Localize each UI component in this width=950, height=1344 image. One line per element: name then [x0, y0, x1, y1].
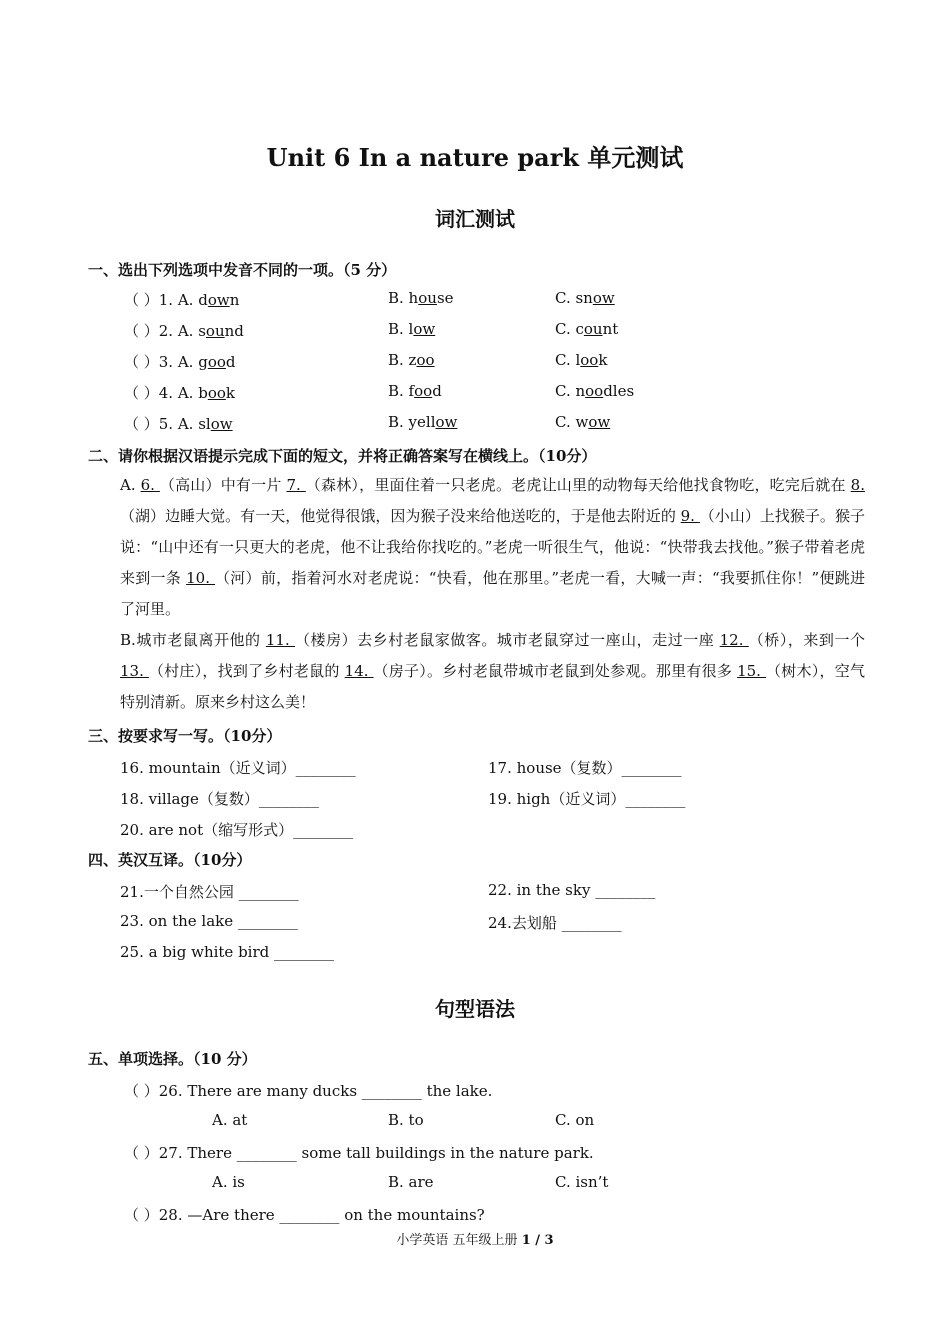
- underlined-letters: oo: [580, 351, 599, 369]
- underlined-letters: ou: [583, 320, 603, 338]
- passage-text: （桥），来到一个: [748, 631, 865, 649]
- question-27: （ ）27. There ________ some tall buildings in the nature park.: [124, 1144, 594, 1162]
- passage-text: （河）前，指着河水对老虎说：“快看，他在那里。”老虎一看，大喊一声：“我要抓住你！”便跳进了河里。: [120, 569, 865, 618]
- underlined-letters: ow: [588, 413, 611, 431]
- option-text: （ ）5. A.: [124, 415, 199, 433]
- section-5-heading: 五、单项选择。（10 分）: [88, 1050, 257, 1068]
- option-text: B. yell: [388, 413, 436, 431]
- section-3-heading: 三、按要求写一写。（10分）: [88, 727, 282, 745]
- option-text: B. z: [388, 351, 417, 369]
- underlined-letters: ou: [205, 322, 225, 340]
- vocab-heading: 词汇测试: [435, 207, 515, 231]
- item-1-option-b: [388, 289, 454, 307]
- item-4-option-a: [124, 382, 235, 403]
- blank-8[interactable]: 8.: [850, 476, 865, 494]
- underlined-letters: ow: [435, 413, 458, 431]
- blank-9[interactable]: 9.: [680, 507, 700, 525]
- underlined-letters: oo: [416, 351, 435, 369]
- item-2-option-b: [388, 320, 435, 338]
- page-footer: [0, 1229, 950, 1248]
- blank-12[interactable]: 12.: [719, 631, 749, 649]
- blank-14[interactable]: 14.: [344, 662, 374, 680]
- item-3-option-a: [124, 351, 236, 372]
- option-text: nd: [224, 322, 244, 340]
- blank-10[interactable]: 10.: [186, 569, 216, 587]
- item-3-option-b: [388, 351, 435, 369]
- question-26: （ ）26. There are many ducks ________ the lake.: [124, 1082, 493, 1100]
- blank-13[interactable]: 13.: [120, 662, 149, 680]
- option-text: C. w: [555, 413, 589, 431]
- question-22: 22. in the sky ________: [488, 881, 656, 899]
- option-text: n: [229, 291, 240, 309]
- page-title: Unit 6 In a nature park 单元测试: [266, 143, 684, 172]
- underlined-letters: ow: [210, 415, 233, 433]
- option-27a: A. is: [212, 1173, 245, 1191]
- item-2-option-c: [555, 320, 618, 338]
- underlined-letters: ow: [413, 320, 436, 338]
- question-16: 16. mountain（近义词）________: [120, 759, 356, 777]
- blank-7[interactable]: 7.: [286, 476, 306, 494]
- option-text: （ ）3. A.: [124, 353, 199, 371]
- passage-text: （森林），里面住着一只老虎。老虎让山里的动物每天给他找食物吃，吃完后就在: [305, 476, 851, 494]
- option-text: C. c: [555, 320, 584, 338]
- question-23: 23. on the lake ________: [120, 912, 298, 930]
- blank-11[interactable]: 11.: [265, 631, 296, 649]
- option-text: nt: [602, 320, 619, 338]
- option-26c: C. on: [555, 1111, 595, 1129]
- underlined-letters: oo: [207, 384, 226, 402]
- option-text: （ ）2. A.: [124, 322, 199, 340]
- option-27c: C. isn’t: [555, 1173, 609, 1191]
- option-text: B. h: [388, 289, 419, 307]
- option-text: d: [432, 382, 442, 400]
- option-text: （ ）1. A.: [124, 291, 199, 309]
- option-text: g: [198, 353, 208, 371]
- option-text: B. f: [388, 382, 415, 400]
- passage-text: （高山）中有一片: [159, 476, 287, 494]
- question-28: （ ）28. —Are there ________ on the mountains?: [124, 1206, 485, 1224]
- item-4-option-b: [388, 382, 442, 400]
- option-text: C. sn: [555, 289, 593, 307]
- question-21: 21.一个自然公园 ________: [120, 883, 299, 901]
- underlined-letters: ou: [418, 289, 437, 307]
- underlined-letters: oo: [207, 353, 226, 371]
- option-text: dles: [603, 382, 635, 400]
- section-1-heading: 一、选出下列选项中发音不同的一项。（5 分）: [88, 261, 397, 279]
- item-5-option-c: [555, 413, 610, 431]
- option-text: b: [198, 384, 208, 402]
- question-20: 20. are not（缩写形式）________: [120, 821, 354, 839]
- item-1-option-c: [555, 289, 615, 307]
- underlined-letters: ow: [207, 291, 230, 309]
- blank-6[interactable]: 6.: [140, 476, 160, 494]
- option-text: k: [225, 384, 235, 402]
- option-text: se: [436, 289, 454, 307]
- passage-text: （树木），空气特别清新。原来乡村这么美！: [120, 662, 865, 711]
- option-text: （ ）4. A.: [124, 384, 199, 402]
- passage-text: （湖）边睡大觉。有一天，他觉得很饿，因为猴子没来给他送吃的，于是他去附近的: [120, 507, 681, 525]
- section-2-heading: 二、请你根据汉语提示完成下面的短文，并将正确答案写在横线上。（10分）: [88, 447, 597, 465]
- option-text: sl: [198, 415, 211, 433]
- option-text: k: [598, 351, 608, 369]
- question-19: 19. high（近义词）________: [488, 790, 686, 808]
- option-text: C. n: [555, 382, 586, 400]
- question-24: 24.去划船 ________: [488, 914, 622, 932]
- underlined-letters: ow: [592, 289, 615, 307]
- option-text: C. l: [555, 351, 581, 369]
- option-26b: B. to: [388, 1111, 424, 1129]
- footer-text: 小学英语 五年级上册: [396, 1233, 522, 1248]
- option-text: B. l: [388, 320, 414, 338]
- option-text: d: [198, 291, 208, 309]
- item-3-option-c: [555, 351, 607, 369]
- section-4-heading: 四、英汉互译。（10分）: [88, 851, 252, 869]
- item-2-option-a: [124, 320, 244, 341]
- passage-text: B.城市老鼠离开他的: [120, 631, 266, 649]
- page-number: 1 / 3: [521, 1233, 554, 1248]
- item-1-option-a: [124, 289, 239, 310]
- question-18: 18. village（复数）________: [120, 790, 319, 808]
- item-5-option-b: [388, 413, 457, 431]
- grammar-heading: 句型语法: [435, 997, 515, 1021]
- option-27b: B. are: [388, 1173, 434, 1191]
- passage-text: （小山）上找猴子。猴子说：“山中还有一只更大的老虎，他不让我给你找吃的。”老虎一听很生气，他说：“快带我去找他。”猴子带着老虎来到一条: [120, 507, 865, 587]
- blank-15[interactable]: 15.: [737, 662, 766, 680]
- option-text: d: [225, 353, 236, 371]
- underlined-letters: oo: [414, 382, 433, 400]
- option-26a: A. at: [212, 1111, 248, 1129]
- passage-text: （村庄），找到了乡村老鼠的: [148, 662, 345, 680]
- option-text: s: [198, 322, 206, 340]
- question-17: 17. house（复数）________: [488, 759, 682, 777]
- item-5-option-a: [124, 413, 233, 434]
- item-4-option-c: [555, 382, 634, 400]
- passage: [120, 470, 865, 718]
- underlined-letters: oo: [585, 382, 604, 400]
- passage-text: A.: [120, 476, 141, 494]
- question-25: 25. a big white bird ________: [120, 943, 335, 961]
- passage-text: （房子）。乡村老鼠带城市老鼠到处参观。那里有很多: [373, 662, 738, 680]
- passage-text: （楼房）去乡村老鼠家做客。城市老鼠穿过一座山，走过一座: [295, 631, 720, 649]
